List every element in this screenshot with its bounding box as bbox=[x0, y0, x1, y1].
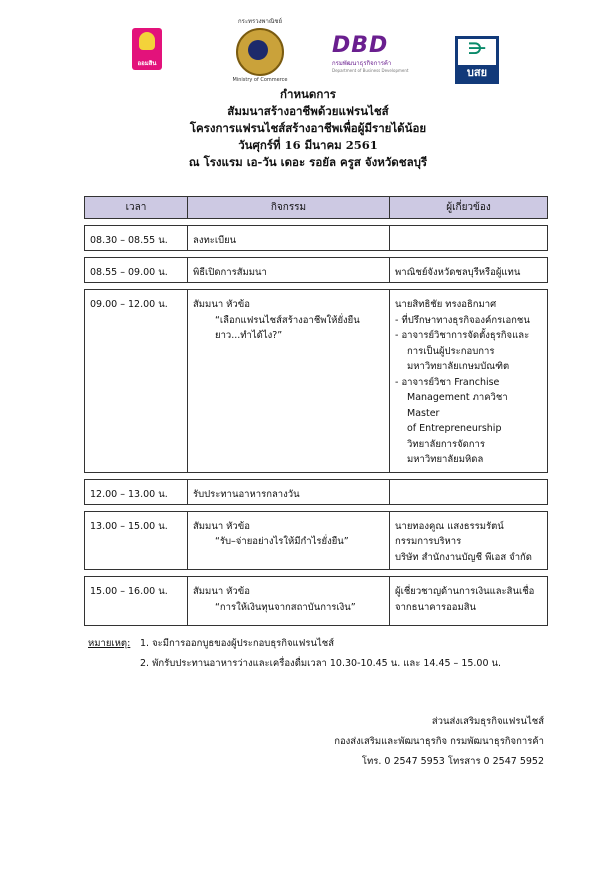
col-header-involved: ผู้เกี่ยวข้อง bbox=[390, 197, 548, 219]
table-row bbox=[85, 577, 548, 626]
row-time: 13.00 – 15.00 น. bbox=[85, 511, 188, 570]
speaker-bullet: - ที่ปรึกษาทางธุรกิจองค์กรเอกชน bbox=[395, 314, 530, 326]
table-row bbox=[85, 511, 548, 570]
speaker-bullet: - อาจารย์วิชาการจัดตั้งธุรกิจและ bbox=[395, 330, 530, 341]
logo-bar bbox=[0, 14, 616, 84]
row-activity: รับประทานอาหารกลางวัน bbox=[193, 488, 300, 500]
row-activity-topic: “เลือกแฟรนไชส์สร้างอาชีพให้ยั่งยืนยาว...ทำได้ไง?” bbox=[215, 314, 360, 341]
speaker-bullet-cont: Management ภาควิชา Master bbox=[407, 392, 508, 419]
speaker-name: นายสิทธิชัย ทรงอธิกมาศ bbox=[395, 299, 497, 310]
row-activity: สัมมนา หัวข้อ bbox=[193, 586, 250, 597]
table-row bbox=[85, 226, 548, 251]
row-involved: ผู้เชี่ยวชาญด้านการเงินและสินเชื่อ bbox=[395, 586, 535, 597]
dbd-logo-mark: DBD bbox=[332, 33, 389, 58]
note-2: 2. พักรับประทานอาหารว่างและเครื่องดื่มเวลา 10.30-10.45 น. และ 14.45 – 15.00 น. bbox=[140, 658, 502, 669]
row-time: 08.30 – 08.55 น. bbox=[85, 226, 188, 251]
table-header-row bbox=[85, 197, 548, 219]
tcg-logo-glyph-icon: ⋺ bbox=[467, 39, 487, 58]
speaker-bullet-cont: of Entrepreneurship bbox=[407, 423, 502, 434]
moc-logo bbox=[232, 16, 288, 83]
row-activity: ลงทะเบียน bbox=[193, 235, 237, 246]
header-line-4: วันศุกร์ที่ 16 มีนาคม 2561 bbox=[238, 138, 378, 152]
header-line-5: ณ โรงแรม เอ-วัน เดอะ รอยัล ครูส จังหวัดชลบุรี bbox=[188, 155, 428, 169]
row-activity: สัมมนา หัวข้อ bbox=[193, 299, 250, 310]
col-header-activity: กิจกรรม bbox=[188, 197, 390, 219]
row-time: 09.00 – 12.00 น. bbox=[85, 290, 188, 473]
moc-logo-top-text: กระทรวงพาณิชย์ bbox=[237, 18, 283, 25]
row-involved: พาณิชย์จังหวัดชลบุรีหรือผู้แทน bbox=[395, 267, 521, 278]
row-activity: พิธีเปิดการสัมมนา bbox=[193, 267, 267, 278]
table-row bbox=[85, 479, 548, 504]
speaker-bullet: - อาจารย์วิชา Franchise bbox=[395, 376, 500, 388]
row-time: 08.55 – 09.00 น. bbox=[85, 258, 188, 283]
signature-block bbox=[334, 712, 544, 772]
tcg-logo bbox=[455, 36, 499, 84]
speaker-bullet-cont: มหาวิทยาลัยเกษมบัณฑิต bbox=[407, 361, 510, 372]
gsb-logo-text: ออมสิน bbox=[137, 60, 157, 67]
row-time: 12.00 – 13.00 น. bbox=[85, 479, 188, 504]
gsb-crest-icon bbox=[139, 32, 155, 50]
signature-line-1: ส่วนส่งเสริมธุรกิจแฟรนไชส์ bbox=[431, 716, 544, 727]
notes-label: หมายเหตุ: bbox=[88, 638, 131, 649]
note-1: 1. จะมีการออกบูธของผู้ประกอบธุรกิจแฟรนไชส์ bbox=[140, 638, 335, 649]
row-involved: บริษัท สำนักงานบัญชี พีเอส จำกัด bbox=[395, 551, 532, 563]
moc-seal-icon bbox=[236, 28, 284, 76]
gsb-logo bbox=[132, 28, 162, 70]
col-header-time: เวลา bbox=[85, 197, 188, 219]
moc-logo-bottom-text: Ministry of Commerce bbox=[232, 77, 288, 83]
notes bbox=[88, 634, 501, 674]
header-line-1: กำหนดการ bbox=[280, 87, 336, 101]
row-involved: จากธนาคารออมสิน bbox=[395, 601, 477, 613]
schedule-table bbox=[84, 196, 548, 626]
row-involved bbox=[390, 226, 548, 251]
dbd-logo bbox=[332, 34, 414, 73]
document-header bbox=[0, 86, 616, 171]
speaker-bullet-cont: มหาวิทยาลัยมหิดล bbox=[407, 454, 484, 465]
tcg-logo-text: บสย bbox=[458, 65, 496, 81]
dbd-logo-sub-en: Department of Business Development bbox=[332, 68, 409, 73]
row-involved bbox=[390, 479, 548, 504]
header-line-2: สัมมนาสร้างอาชีพด้วยแฟรนไชส์ bbox=[227, 104, 389, 118]
table-row bbox=[85, 290, 548, 473]
row-activity-topic: “การให้เงินทุนจากสถาบันการเงิน” bbox=[215, 601, 356, 613]
header-line-3: โครงการแฟรนไชส์สร้างอาชีพเพื่อผู้มีรายได้น้อย bbox=[189, 121, 427, 135]
speaker-bullet-cont: การเป็นผู้ประกอบการ bbox=[407, 345, 495, 357]
signature-line-3: โทร. 0 2547 5953 โทรสาร 0 2547 5952 bbox=[361, 756, 544, 767]
row-activity-topic: “รับ–จ่ายอย่างไรให้มีกำไรยั่งยืน” bbox=[215, 536, 349, 547]
row-activity: สัมมนา หัวข้อ bbox=[193, 520, 250, 532]
speaker-bullet-cont: วิทยาลัยการจัดการ bbox=[407, 438, 485, 450]
dbd-logo-sub: กรมพัฒนาธุรกิจการค้า bbox=[332, 60, 392, 67]
signature-line-2: กองส่งเสริมและพัฒนาธุรกิจ กรมพัฒนาธุรกิจการค้า bbox=[334, 736, 544, 747]
row-involved: กรรมการบริหาร bbox=[395, 536, 462, 547]
table-row bbox=[85, 258, 548, 283]
row-time: 15.00 – 16.00 น. bbox=[85, 577, 188, 626]
row-involved: นายทองคูณ แสงธรรมรัตน์ bbox=[395, 520, 504, 532]
